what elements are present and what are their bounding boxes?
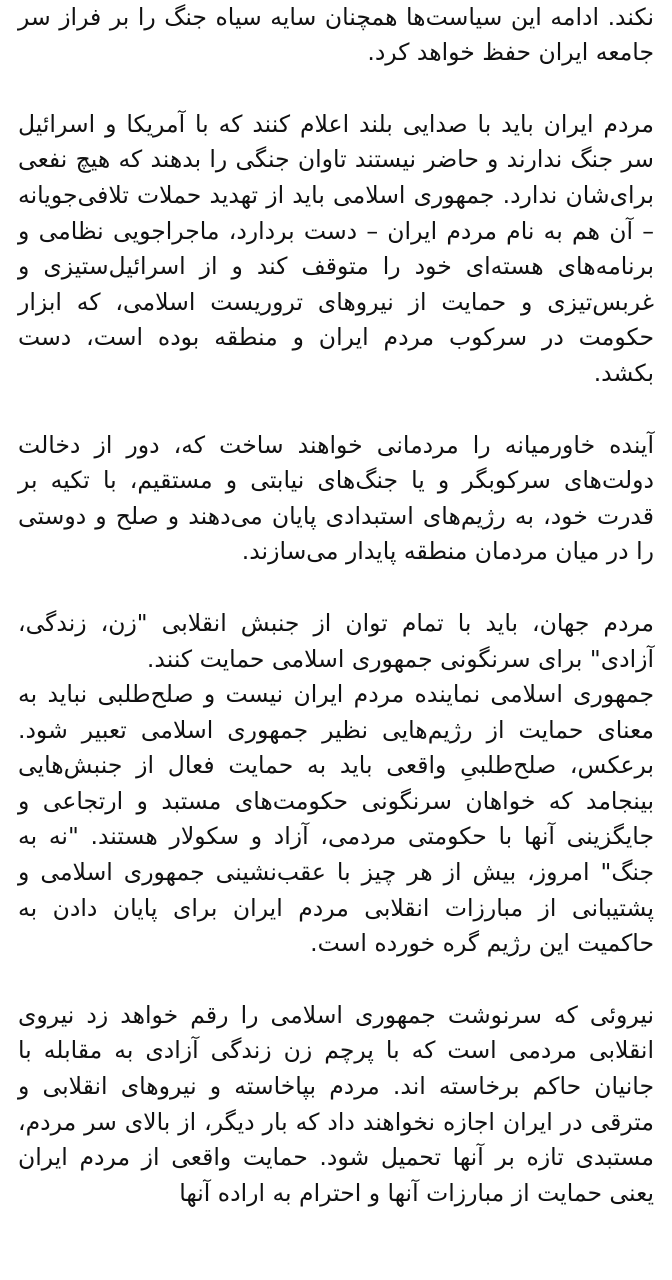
article-body — [18, 0, 654, 1211]
paragraph-5: نیروئی که سرنوشت جمهوری اسلامی را رقم خواهد زد نیروی انقلابی مردمی است که با پرچم زن زندگی آزادی به مقابله با جانیان حاکم برخاسته اند. مردم بپاخاسته و نیروهای انقلابی و مترقی در ایران اجازه نخواهند داد که بار دیگر، از بالای سر مردم، مستبدی تازه بر آنها تحمیل شود. حمایت واقعی از مردم ایران یعنی حمایت از مبارزات آنها و احترام به اراده آنها — [18, 1000, 654, 1207]
paragraph-1: نکند. ادامه این سیاست‌ها همچنان سایه سیاه جنگ را بر فراز سر جامعه ایران حفظ خواهد کرد. — [18, 2, 654, 67]
paragraph-gap — [18, 962, 654, 998]
paragraph-4: مردم جهان، باید با تمام توان از جنبش انقلابی "زن، زندگی، آزادی" برای سرنگونی جمهوری اسلامی حمایت کنند. جمهوری اسلامی نماینده مردم ایران نیست و صلح‌طلبی نباید به معنای حمایت از رژیم‌هایی نظیر جمهوری اسلامی تعبیر شود. برعکس، صلح‌طلبیِ واقعی باید به حمایت فعال از جنبش‌هایی بینجامد که خواهان سرنگونی حکومت‌های مستبد و ارتجاعی و جایگزینی آنها با حکومتی مردمی، آزاد و سکولار هستند. "نه به جنگ" امروز، بیش از هر چیز با عقب‌نشینی جمهوری اسلامی و پشتیبانی از مبارزات انقلابی مردم ایران برای پایان دادن به حاکمیت این رژیم گره خورده است. — [18, 608, 654, 958]
paragraph-gap — [18, 71, 654, 107]
paragraph-3: آینده خاورمیانه را مردمانی خواهند ساخت که، دور از دخالت دولت‌های سرکوبگر و یا جنگ‌های نیابتی و مستقیم، با تکیه بر قدرت خود، به رژیم‌های استبدادی پایان می‌دهند و صلح و دوستی را در میان مردمان منطقه پایدار می‌سازند. — [18, 430, 654, 566]
paragraph-2: مردم ایران باید با صدایی بلند اعلام کنند که با آمریکا و اسرائیل سر جنگ ندارند و حاضر نیستند تاوان جنگی را بدهند که هیچ نفعی برای‌شان ندارد. جمهوری اسلامی باید از تهدید حملات تلافی‌جویانه – آن هم به نام مردم ایران – دست بردارد، ماجراجویی نظامی و برنامه‌های هسته‌ای خود را متوقف کند و از اسرائیل‌ستیزی و غربس‌تیزی و حمایت از نیروهای تروریست اسلامی، که ابزار حکومت در سرکوب مردم ایران و منطقه بوده است، دست بکشد. — [18, 109, 654, 387]
paragraph-gap — [18, 570, 654, 606]
paragraph-gap — [18, 392, 654, 428]
